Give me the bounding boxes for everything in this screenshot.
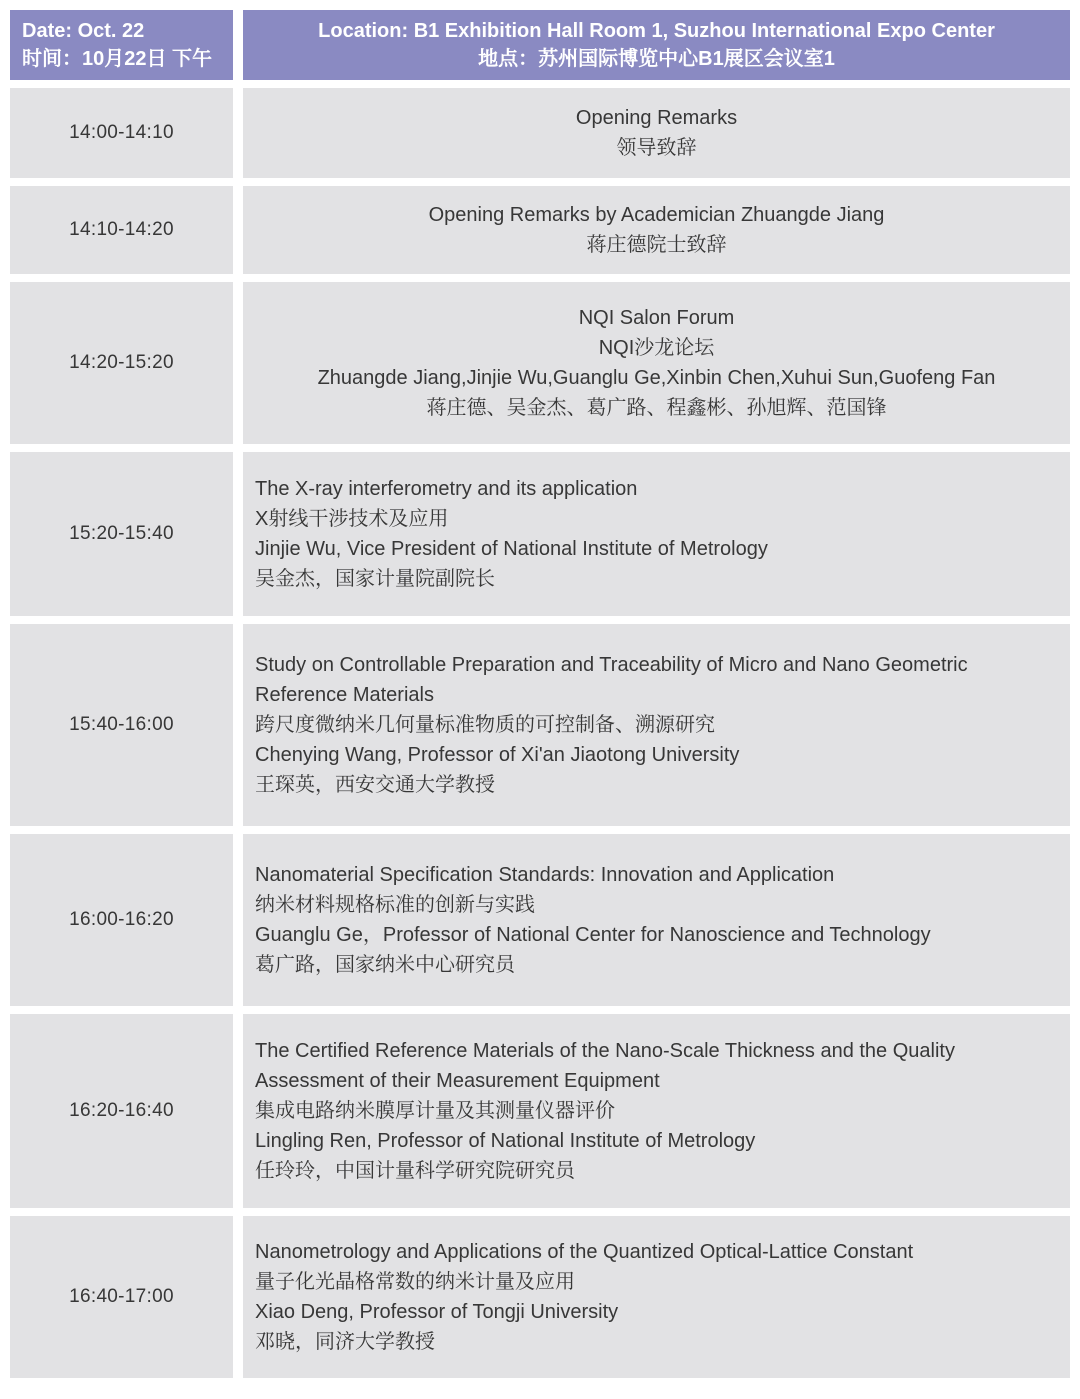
time-cell <box>10 834 233 1006</box>
session-title-cn: 集成电路纳米膜厚计量及其测量仪器评价 <box>255 1100 615 1122</box>
session-title-cn: 跨尺度微纳米几何量标准物质的可控制备、溯源研究 <box>255 714 715 736</box>
session-title-en: The X-ray interferometry and its application <box>255 478 638 500</box>
time-cell <box>10 1014 233 1208</box>
session-title-cn: 蒋庄德院士致辞 <box>586 234 727 256</box>
session-cell <box>243 282 1070 444</box>
time-range: 14:00-14:10 <box>69 122 174 143</box>
session-cell <box>243 1014 1070 1208</box>
table-row <box>10 834 1070 1006</box>
time-range: 14:20-15:20 <box>69 352 174 373</box>
session-speakers-cn: 蒋庄德、吴金杰、葛广路、程鑫彬、孙旭辉、范国锋 <box>426 397 887 419</box>
session-speakers-en: Zhuangde Jiang,Jinjie Wu,Guanglu Ge,Xinbin Chen,Xuhui Sun,Guofeng Fan <box>317 367 996 389</box>
session-title-en: Nanomaterial Specification Standards: Innovation and Application <box>255 864 835 886</box>
session-cell <box>243 1216 1070 1378</box>
session-speaker-en: Chenying Wang, Professor of Xi'an Jiaotong University <box>255 744 740 766</box>
session-cell <box>243 88 1070 178</box>
session-cell <box>243 186 1070 274</box>
time-range: 14:10-14:20 <box>69 219 174 240</box>
session-speaker-cn: 任玲玲，中国计量科学研究院研究员 <box>255 1160 575 1182</box>
session-speaker-en: Xiao Deng, Professor of Tongji University <box>255 1301 619 1323</box>
table-row <box>10 186 1070 274</box>
header-location-cell <box>243 10 1070 80</box>
session-title-cn: X射线干涉技术及应用 <box>255 508 449 530</box>
table-row <box>10 452 1070 616</box>
session-title-en: Opening Remarks by Academician Zhuangde Jiang <box>428 204 885 226</box>
conference-schedule-table <box>10 10 1070 1378</box>
time-cell <box>10 282 233 444</box>
session-cell <box>243 624 1070 826</box>
session-speaker-cn: 吴金杰，国家计量院副院长 <box>255 568 495 590</box>
header-date-cn: 时间：10月22日 下午 <box>22 48 213 70</box>
session-cell <box>243 452 1070 616</box>
table-row <box>10 624 1070 826</box>
schedule-header-row <box>10 10 1070 80</box>
time-range: 16:00-16:20 <box>69 909 174 930</box>
time-range: 16:20-16:40 <box>69 1100 174 1121</box>
header-date-en: Date: Oct. 22 <box>22 20 145 42</box>
session-speaker-en: Jinjie Wu, Vice President of National Institute of Metrology <box>255 538 768 560</box>
time-cell <box>10 1216 233 1378</box>
session-title-en-cont: Reference Materials <box>255 684 434 706</box>
session-speaker-en: Lingling Ren, Professor of National Institute of Metrology <box>255 1130 756 1152</box>
time-cell <box>10 452 233 616</box>
table-row <box>10 88 1070 178</box>
session-speaker-en: Guanglu Ge，Professor of National Center for Nanoscience and Technology <box>255 924 931 946</box>
session-title-cn: 量子化光晶格常数的纳米计量及应用 <box>255 1271 575 1293</box>
session-speaker-cn: 葛广路，国家纳米中心研究员 <box>255 954 515 976</box>
session-title-en-cont: Assessment of their Measurement Equipment <box>255 1070 660 1092</box>
session-speaker-cn: 王琛英，西安交通大学教授 <box>255 774 495 796</box>
header-location-en: Location: B1 Exhibition Hall Room 1, Suzhou International Expo Center <box>318 20 995 42</box>
session-title-en: Study on Controllable Preparation and Traceability of Micro and Nano Geometric <box>255 654 968 676</box>
time-range: 16:40-17:00 <box>69 1286 174 1307</box>
header-location-cn: 地点：苏州国际博览中心B1展区会议室1 <box>478 48 835 70</box>
time-cell <box>10 186 233 274</box>
session-title-en: The Certified Reference Materials of the Nano-Scale Thickness and the Quality <box>255 1040 955 1062</box>
header-date-cell <box>10 10 233 80</box>
table-row <box>10 282 1070 444</box>
session-title-cn: 领导致辞 <box>616 137 697 159</box>
session-title-en: NQI Salon Forum <box>578 307 735 329</box>
session-cell <box>243 834 1070 1006</box>
time-cell <box>10 624 233 826</box>
table-row <box>10 1014 1070 1208</box>
time-cell <box>10 88 233 178</box>
session-title-cn: NQI沙龙论坛 <box>598 337 715 359</box>
time-range: 15:20-15:40 <box>69 523 174 544</box>
session-title-cn: 纳米材料规格标准的创新与实践 <box>255 894 535 916</box>
session-title-en: Nanometrology and Applications of the Quantized Optical-Lattice Constant <box>255 1241 914 1263</box>
time-range: 15:40-16:00 <box>69 714 174 735</box>
table-row <box>10 1216 1070 1378</box>
session-title-en: Opening Remarks <box>575 107 738 129</box>
session-speaker-cn: 邓晓，同济大学教授 <box>255 1331 435 1353</box>
